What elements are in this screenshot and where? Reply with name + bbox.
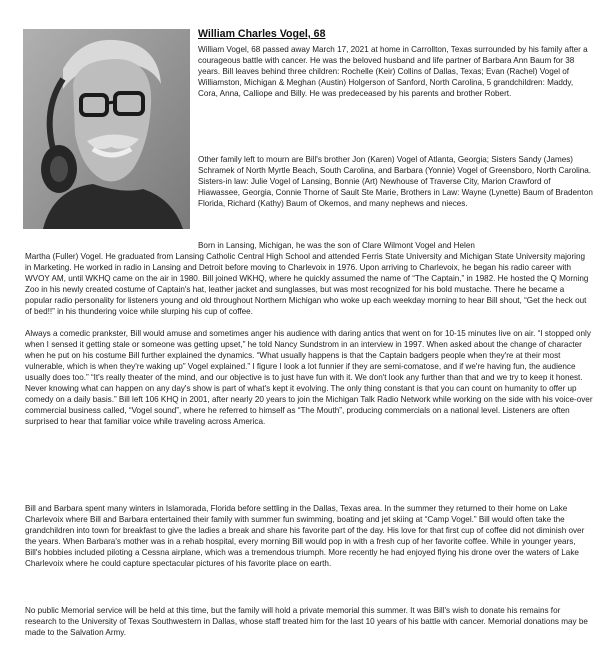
portrait-illustration bbox=[23, 29, 190, 229]
paragraph-other-family: Other family left to mourn are Bill's brother Jon (Karen) Vogel of Atlanta, Georgia; Sisters Sandy (James) Schramek of North Myrtle Beach, South Carolina, and Barbara (Yonnie) Vogel of Greensboro, North Carolina. Sisters-in law: Julie Vogel of Lansing, Bonnie (Art) Newhouse of Traverse City, Marion Crawford of Hiawassee, Georgia, Connie Thorne of Sault Ste Marie, Brothers in Law: Wayne (Lynette) Baum of Bradenton Florida, Richard (Kathy) Baum of Okemos, and many nephews and nieces. bbox=[198, 155, 593, 208]
portrait-photo bbox=[23, 29, 190, 229]
paragraph-early-life-body: Martha (Fuller) Vogel. He graduated from Lansing Catholic Central High School and attended Ferris State University and Michigan State University majoring in Marketing. He worked in radio in Lansing and Detroit before moving to Charlevoix in 1976. Upon arriving to Charlevoix, he began his radio career with WVOY AM, until WKHQ came on the air in 1980. Bill joined WKHQ, where he quickly assumed the name of “The Captain,” in 1982. He hosted the Q Morning Zoo in his newly created costume of Captain's hat, leather jacket and sunglasses, but was most recognized for his bold mustache. There he became a popular radio personality for listeners young and old throughout Northern Michigan who woke up each weekday morning to hear Bill shout, “Get the heck out of bed!!” in his thundering voice while slurping his cup of coffee. bbox=[25, 252, 589, 316]
paragraph-radio-career: Always a comedic prankster, Bill would amuse and sometimes anger his audience with daring antics that went on for 10-15 minutes live on air. “I stopped only when I sensed it getting stale or someone was getting upset,” he told Nancy Sundstrom in an interview in 1997. When asked about the change of character when he put on his costume Bill further explained the dynamics. “What usually happens is that the Captain badgers people when they're at their most vulnerable, which is when they're waking up” Vogel explained.” I figure I look a lot funnier if they are semi-comatose, and if we're having fun, the audience usually does too.” “It's really theater of the mind, and our objective is to just have fun with it. We don't look any further than that and we try to keep it honest. Never knowing what can happen on any day's show is part of what's kept it evolving. The only thing constant is that you can count on humanity to offer up comedy on a daily basis.” Bill left 106 KHQ in 2001, after nearly 20 years to join the Michigan Talk Radio Network while working on the side with his voice-over commercial business called, “Vogel sound”, where he referred to himself as “The Mouth”, producing commercials on a national level. Listeners are often surprised to hear that familiar voice while traveling across America. bbox=[25, 329, 593, 426]
paragraph-early-life bbox=[25, 240, 593, 317]
paragraph-memorial: No public Memorial service will be held at this time, but the family will hold a private memorial this summer. It was Bill's wish to donate his remains for research to the University of Texas Southwestern in Dallas, whose staff treated him for the last 10 years of his battle with cancer. Memorial donations may be made to the Salvation Army. bbox=[25, 606, 588, 637]
obituary-title: William Charles Vogel, 68 bbox=[198, 28, 326, 40]
paragraph-family: William Vogel, 68 passed away March 17, 2021 at home in Carrollton, Texas surrounded by his family after a courageous battle with cancer. He was the beloved husband and life partner of Barbara Ann Baum for 38 years. Bill leaves behind three children: Rochelle (Keir) Collins of Dallas, Texas; Evan (Rachel) Vogel of Williamston, Michigan & Meghan (Austin) Holgerson of Sanford, North Carolina, 5 grandchildren: Maddy, Cora, Anna, Calliope and Billy. He was predeceased by his parents and brother Robert. bbox=[198, 45, 588, 98]
paragraph-early-life-first-line: Born in Lansing, Michigan, he was the son of Clare Wilmont Vogel and Helen bbox=[198, 241, 475, 250]
paragraph-family-life: Bill and Barbara spent many winters in Islamorada, Florida before settling in the Dallas, Texas area. In the summer they returned to their home on Lake Charlevoix where Bill and Barbara entertained their family with summer fun swimming, boating and jet skiing at “Camp Vogel.” Bill would often take the grandchildren into town for breakfast to give the ladies a break and share his favorite part of the day. His love for that first cup of coffee did not diminish over the years. When Barbara's mother was in a rehab hospital, every morning Bill would pop in with a fresh cup of her favorite coffee. While in younger years, Bill's hobbies included piloting a Cessna airplane, which was a tremendous triumph. More recently he had enjoyed flying his drone over the waters of Lake Charlevoix where he could capture spectacular pictures of his favorite place on earth. bbox=[25, 504, 585, 568]
